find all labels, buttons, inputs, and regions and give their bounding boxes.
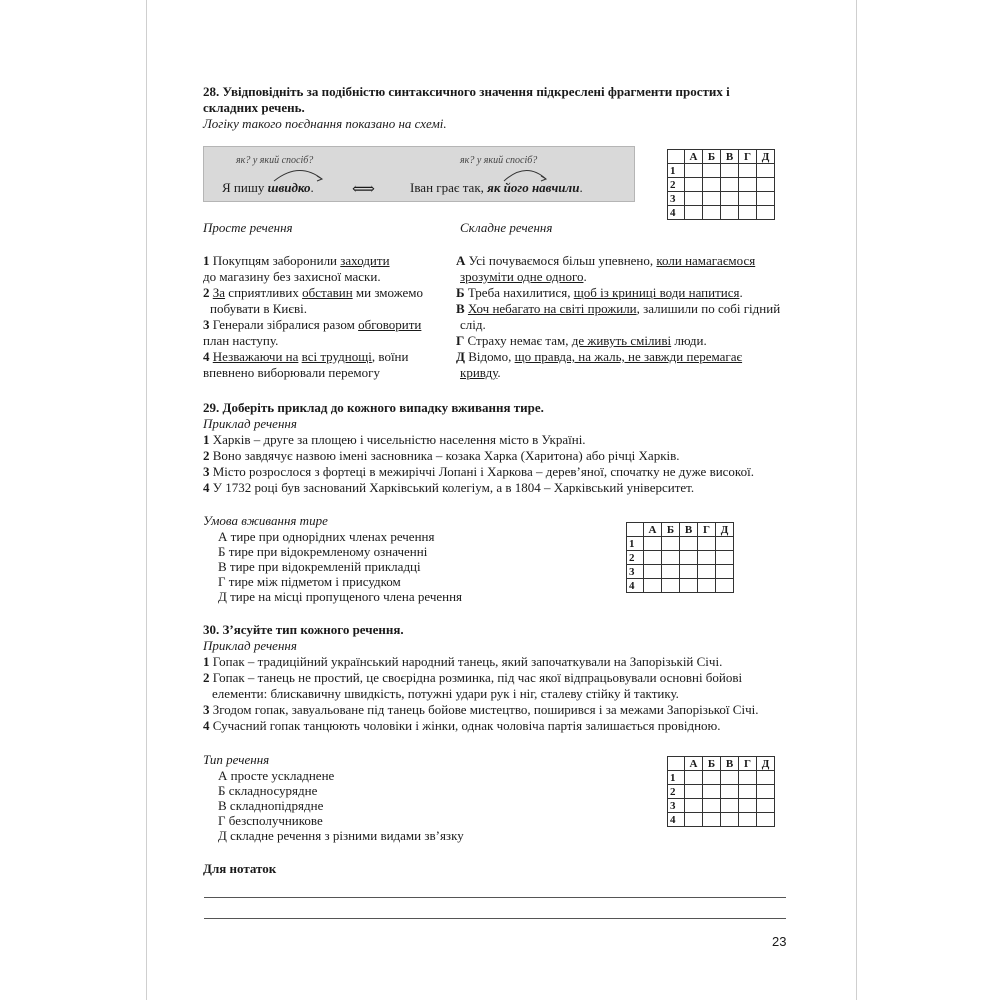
grid-answer-cell[interactable] [680, 537, 698, 551]
grid-answer-cell[interactable] [757, 785, 775, 799]
answer-grid-q29[interactable] [626, 522, 734, 593]
grid-column-header: Г [739, 150, 757, 164]
grid-answer-cell[interactable] [716, 551, 734, 565]
q28-title-line1: 28. Увідповідніть за подібністю синтаксичного значення підкреслені фрагменти простих і [203, 84, 730, 99]
grid-row-header: 1 [668, 771, 685, 785]
scheme-right-plain: Іван грає так, [410, 180, 488, 195]
grid-column-header: Д [757, 757, 775, 771]
grid-answer-cell[interactable] [685, 178, 703, 192]
simple-sentence-1-line2: до магазину без захисної маски. [203, 269, 381, 284]
grid-answer-cell[interactable] [757, 178, 775, 192]
grid-answer-cell[interactable] [757, 206, 775, 220]
grid-answer-cell[interactable] [721, 178, 739, 192]
grid-answer-cell[interactable] [662, 551, 680, 565]
q29-option-a: А тире при однорідних членах речення [218, 529, 435, 544]
q28-title-line2: складних речень. [203, 100, 305, 115]
grid-answer-cell[interactable] [685, 785, 703, 799]
q29-subheading: Приклад речення [203, 416, 297, 431]
grid-answer-cell[interactable] [703, 785, 721, 799]
simple-sentence-4: 4 Незважаючи на всі труднощі, воїни [203, 349, 409, 364]
grid-answer-cell[interactable] [739, 771, 757, 785]
notes-heading: Для нотаток [203, 861, 277, 876]
grid-answer-cell[interactable] [703, 799, 721, 813]
grid-row [668, 192, 775, 206]
complex-sentence-a: А Усі почуваємося більш упевнено, коли намагаємося [456, 253, 756, 268]
grid-answer-cell[interactable] [680, 565, 698, 579]
grid-row [627, 565, 734, 579]
grid-column-header: А [685, 150, 703, 164]
grid-answer-cell[interactable] [703, 164, 721, 178]
scheme-left-end: . [310, 180, 314, 195]
q30-title: 30. З’ясуйте тип кожного речення. [203, 622, 404, 637]
grid-answer-cell[interactable] [698, 579, 716, 593]
grid-row [668, 813, 775, 827]
grid-answer-cell[interactable] [644, 579, 662, 593]
q30-option-b: Б складносурядне [218, 783, 318, 798]
grid-row [627, 579, 734, 593]
q30-option-d: Д складне речення з різними видами зв’язку [218, 828, 464, 843]
grid-answer-cell[interactable] [739, 206, 757, 220]
grid-row [668, 164, 775, 178]
q28-scheme [203, 146, 635, 202]
grid-answer-cell[interactable] [721, 813, 739, 827]
simple-sentence-4-line2: впевнено виборювали перемогу [203, 365, 380, 380]
grid-answer-cell[interactable] [739, 178, 757, 192]
grid-row-header: 4 [627, 579, 644, 593]
grid-answer-cell[interactable] [703, 206, 721, 220]
grid-row-header: 3 [668, 799, 685, 813]
simple-sentence-3: 3 Генерали зібралися разом обговорити [203, 317, 422, 332]
complex-sentence-a-line2: зрозуміти одне одного. [460, 269, 587, 284]
grid-column-header [627, 523, 644, 537]
grid-answer-cell[interactable] [644, 551, 662, 565]
scheme-right-clause: як його навчили [487, 180, 580, 195]
grid-answer-cell[interactable] [703, 178, 721, 192]
grid-answer-cell[interactable] [685, 799, 703, 813]
simple-sentence-2: 2 За сприятливих обставин ми зможемо [203, 285, 424, 300]
grid-answer-cell[interactable] [721, 192, 739, 206]
grid-column-header: Г [698, 523, 716, 537]
complex-sentence-v: В Хоч небагато на світі прожили, залишили по собі гідний [456, 301, 781, 316]
grid-answer-cell[interactable] [698, 537, 716, 551]
grid-answer-cell[interactable] [703, 813, 721, 827]
q30-option-a: А просте ускладнене [218, 768, 335, 783]
grid-answer-cell[interactable] [680, 579, 698, 593]
complex-sentence-b: Б Треба нахилитися, щоб із криниці води напитися. [456, 285, 743, 300]
grid-answer-cell[interactable] [716, 579, 734, 593]
grid-answer-cell[interactable] [739, 813, 757, 827]
q28-simple-heading: Просте речення [203, 220, 293, 235]
grid-row-header: 3 [627, 565, 644, 579]
grid-answer-cell[interactable] [739, 164, 757, 178]
grid-answer-cell[interactable] [703, 192, 721, 206]
grid-answer-cell[interactable] [721, 206, 739, 220]
grid-answer-cell[interactable] [685, 164, 703, 178]
q29-option-d: Д тире на місці пропущеного члена речення [218, 589, 463, 604]
grid-column-header: Б [703, 757, 721, 771]
grid-row-header: 3 [668, 192, 685, 206]
scheme-question-right: як? у який спосіб? [460, 155, 538, 166]
q30-type-heading: Тип речення [203, 752, 270, 767]
scheme-right-end: . [579, 180, 583, 195]
grid-answer-cell[interactable] [662, 565, 680, 579]
grid-column-header [668, 150, 685, 164]
grid-row-header: 1 [627, 537, 644, 551]
notes-line-1[interactable] [204, 897, 786, 898]
double-arrow-icon: ⟺ [352, 181, 375, 198]
grid-answer-cell[interactable] [739, 799, 757, 813]
grid-answer-cell[interactable] [685, 192, 703, 206]
grid-column-header: Б [662, 523, 680, 537]
q29-condition-heading: Умова вживання тире [203, 513, 328, 528]
grid-row [668, 771, 775, 785]
grid-answer-cell[interactable] [721, 799, 739, 813]
grid-answer-cell[interactable] [757, 771, 775, 785]
grid-row-header: 2 [668, 178, 685, 192]
grid-answer-cell[interactable] [703, 771, 721, 785]
grid-answer-cell[interactable] [644, 565, 662, 579]
grid-answer-cell[interactable] [721, 164, 739, 178]
scheme-left-word: швидко [267, 180, 311, 195]
grid-answer-cell[interactable] [716, 565, 734, 579]
grid-answer-cell[interactable] [721, 771, 739, 785]
grid-answer-cell[interactable] [739, 192, 757, 206]
simple-sentence-3-line2: план наступу. [203, 333, 279, 348]
answer-grid-q30[interactable] [667, 756, 775, 827]
scheme-sentence-right [410, 180, 583, 196]
q29-option-v: В тире при відокремленій прикладці [218, 559, 421, 574]
q29-title: 29. Доберіть приклад до кожного випадку вживання тире. [203, 400, 544, 415]
grid-answer-cell[interactable] [698, 565, 716, 579]
grid-column-header: Д [757, 150, 775, 164]
grid-row [668, 785, 775, 799]
complex-sentence-d: Д Відомо, що правда, на жаль, не завжди перемагає [456, 349, 743, 364]
grid-column-header: В [680, 523, 698, 537]
q30-option-v: В складнопідрядне [218, 798, 324, 813]
grid-answer-cell[interactable] [685, 813, 703, 827]
page-number: 23 [772, 934, 787, 949]
q28-hint: Логіку такого поєднання показано на схемі. [203, 116, 447, 131]
complex-sentence-v-line2: слід. [460, 317, 486, 332]
grid-answer-cell[interactable] [680, 551, 698, 565]
q28-complex-heading: Складне речення [460, 220, 553, 235]
grid-row-header: 4 [668, 813, 685, 827]
grid-row [668, 206, 775, 220]
grid-column-header: Б [703, 150, 721, 164]
grid-column-header: В [721, 757, 739, 771]
grid-row [668, 799, 775, 813]
grid-answer-cell[interactable] [662, 579, 680, 593]
grid-answer-cell[interactable] [757, 799, 775, 813]
grid-header-row [668, 757, 775, 771]
grid-row-header: 2 [627, 551, 644, 565]
scheme-sentence-left [222, 180, 314, 196]
q29-option-b: Б тире при відокремленому означенні [218, 544, 428, 559]
q30-example-4: 4 Сучасний гопак танцюють чоловіки і жінки, однак чоловіча партія залишається провідною. [203, 718, 721, 733]
grid-answer-cell[interactable] [685, 206, 703, 220]
scheme-left-plain: Я пишу [222, 180, 268, 195]
grid-column-header: Г [739, 757, 757, 771]
grid-column-header: А [685, 757, 703, 771]
complex-sentence-g: Г Страху немає там, де живуть сміливі люди. [456, 333, 707, 348]
q29-example-2: 2 Воно завдячує назвою імені засновника – козака Харка (Харитона) або річці Харків. [203, 448, 680, 463]
simple-sentence-1: 1 Покупцям заборонили заходити [203, 253, 390, 268]
scheme-question-left: як? у який спосіб? [236, 155, 314, 166]
grid-header-row [627, 523, 734, 537]
grid-column-header: А [644, 523, 662, 537]
q29-example-3: 3 Місто розрослося з фортеці в межиріччі Лопані і Харкова – дерев’яної, спочатку не дуже високої. [203, 464, 754, 479]
q30-example-2-line2: елементи: блискавичну швидкість, потужні удари рук і ніг, сталеву стійку й тактику. [212, 686, 679, 701]
grid-row [627, 537, 734, 551]
grid-answer-cell[interactable] [757, 192, 775, 206]
grid-column-header: Д [716, 523, 734, 537]
answer-grid-q28[interactable] [667, 149, 775, 220]
grid-row-header: 4 [668, 206, 685, 220]
grid-row [668, 178, 775, 192]
grid-answer-cell[interactable] [685, 771, 703, 785]
grid-row-header: 2 [668, 785, 685, 799]
grid-answer-cell[interactable] [716, 537, 734, 551]
grid-answer-cell[interactable] [721, 785, 739, 799]
grid-column-header [668, 757, 685, 771]
q30-option-g: Г безсполучникове [218, 813, 323, 828]
grid-column-header: В [721, 150, 739, 164]
complex-sentence-d-line2: кривду. [460, 365, 501, 380]
grid-answer-cell[interactable] [739, 785, 757, 799]
grid-header-row [668, 150, 775, 164]
grid-answer-cell[interactable] [757, 164, 775, 178]
grid-answer-cell[interactable] [662, 537, 680, 551]
grid-answer-cell[interactable] [698, 551, 716, 565]
q29-example-1: 1 Харків – друге за площею і чисельністю населення місто в Україні. [203, 432, 586, 447]
grid-answer-cell[interactable] [644, 537, 662, 551]
grid-row-header: 1 [668, 164, 685, 178]
q30-example-3: 3 Згодом гопак, завуальоване під танець бойове мистецтво, поширився і за межами Запорізької Січі. [203, 702, 759, 717]
grid-answer-cell[interactable] [757, 813, 775, 827]
notes-line-2[interactable] [204, 918, 786, 919]
q30-subheading: Приклад речення [203, 638, 297, 653]
simple-sentence-2-line2: побувати в Києві. [210, 301, 307, 316]
q30-example-2: 2 Гопак – танець не простий, це своєрідна розминка, під час якої відпрацьовували основні бойові [203, 670, 743, 685]
q30-example-1: 1 Гопак – традиційний український народний танець, який започаткували на Запорізькій Січі. [203, 654, 723, 669]
q29-option-g: Г тире між підметом і присудком [218, 574, 401, 589]
q29-example-4: 4 У 1732 році був заснований Харківський колегіум, а в 1804 – Харківський університет. [203, 480, 695, 495]
grid-row [627, 551, 734, 565]
